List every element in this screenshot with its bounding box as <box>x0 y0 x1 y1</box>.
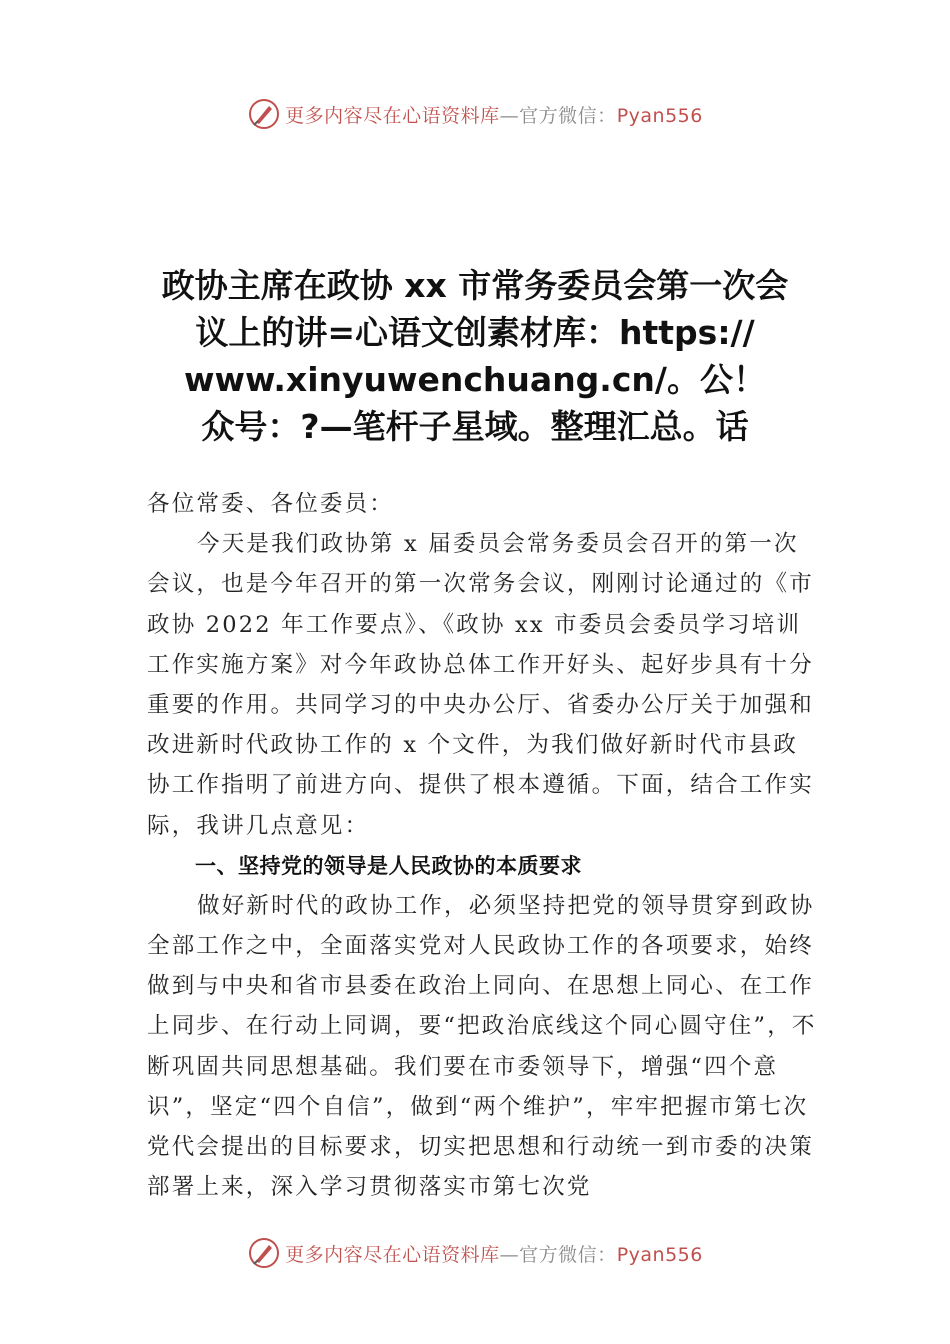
footer-brand: 更多内容尽在心语资料库 <box>285 1243 500 1266</box>
header-banner <box>0 94 950 134</box>
title-line-4: 众号：?—笔杆子星域。整理汇总。话 <box>201 407 749 446</box>
footer-banner-text <box>285 1240 703 1267</box>
title-line-2: 议上的讲=心语文创素材库：https:// <box>195 313 755 352</box>
salutation: 各位常委、各位委员： <box>147 491 395 517</box>
header-official: —官方微信： <box>499 104 617 127</box>
header-banner-text <box>285 101 703 128</box>
quill-circle-icon <box>247 1236 281 1270</box>
header-wechat-id: Pyan556 <box>616 104 703 127</box>
paragraph-1: 今天是我们政协第 x 届委员会常务委员会召开的第一次会议，也是今年召开的第一次常务会议，刚刚讨论通过的《市政协 2022 年工作要点》、《政协 xx 市委员会委员学习培训工作实施方案》对今年政协总体工作开好头、起好步具有十分重要的作用。共同学习的中央办公厅、省委办公厅关于加强和改进新时代政协工作的 x 个文件，为我们做好新时代市县政协工作指明了前进方向、提供了根本遵循。下面，结合工作实际，我讲几点意见： <box>147 531 814 839</box>
title-line-1: 政协主席在政协 xx 市常务委员会第一次会 <box>161 266 789 305</box>
document-body <box>147 484 817 1207</box>
header-brand: 更多内容尽在心语资料库 <box>285 104 500 127</box>
quill-circle-icon <box>247 97 281 131</box>
paragraph-2: 做好新时代的政协工作，必须坚持把党的领导贯穿到政协全部工作之中，全面落实党对人民政协工作的各项要求，始终做到与中央和省市县委在政治上同向、在思想上同心、在工作上同步、在行动上同调，要“把政治底线这个同心圆守住”，不断巩固共同思想基础。我们要在市委领导下，增强“四个意识”，坚定“四个自信”，做到“两个维护”，牢牢把握市第七次党代会提出的目标要求，切实把思想和行动统一到市委的决策部署上来，深入学习贯彻落实市第七次党 <box>147 892 817 1201</box>
footer-banner <box>0 1233 950 1273</box>
footer-official: —官方微信： <box>499 1243 617 1266</box>
section-heading-1: 一、坚持党的领导是人民政协的本质要求 <box>195 853 582 878</box>
document-title <box>140 262 810 450</box>
title-line-3: www.xinyuwenchuang.cn/。公！ <box>184 360 766 399</box>
footer-wechat-id: Pyan556 <box>616 1243 703 1266</box>
